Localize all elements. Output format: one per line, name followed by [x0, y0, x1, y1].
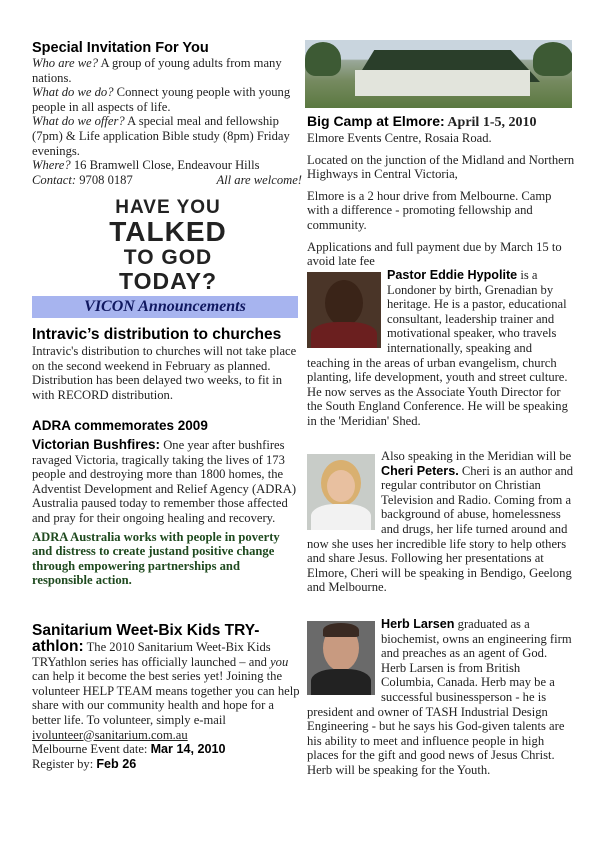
- offer-question: What do we offer?: [32, 114, 125, 129]
- adra-mission: ADRA Australia works with people in poverty and distress to create justand positive change through empowering partnerships and responsible action.: [32, 529, 280, 588]
- camp-venue: Elmore Events Centre, Rosaia Road.: [307, 131, 492, 145]
- event-date: Mar 14, 2010: [150, 742, 226, 757]
- logo-line-3: TO GOD: [123, 246, 213, 269]
- register-label: Register by:: [32, 756, 97, 771]
- herb-section: [307, 617, 575, 778]
- sanitarium-you: you: [270, 654, 289, 669]
- sanitarium-body-1: The 2010 Sanitarium Weet-Bix Kids TRYathlon series has officially launched – and: [32, 640, 271, 669]
- volunteer-email-link[interactable]: ivolunteer@sanitarium.com.au: [32, 727, 188, 742]
- intravic-title: Intravic’s distribution to churches: [32, 326, 282, 343]
- herb-name: Herb Larsen: [381, 617, 455, 631]
- logo-line-1: HAVE YOU: [115, 197, 221, 218]
- adra-title: ADRA commemorates 2009: [32, 418, 208, 433]
- cheri-intro: Also speaking in the Meridian will be: [381, 449, 572, 463]
- welcome-text: All are welcome!: [216, 172, 302, 187]
- adra-section: [32, 418, 300, 588]
- what-question: What do we do?: [32, 85, 114, 100]
- camp-applications: Applications and full payment due by March 15 to avoid late fee: [307, 239, 562, 269]
- what-answer: Connect young people with young people in all aspects of life.: [32, 85, 291, 114]
- herb-photo: [307, 621, 375, 695]
- sanitarium-section: [32, 621, 300, 771]
- camp-tent-photo: [305, 40, 572, 108]
- intravic-section: [32, 325, 300, 402]
- camp-dates: April 1-5, 2010: [444, 115, 537, 130]
- intravic-body: Intravic's distribution to churches will not take place on the second weekend in February as planned. Distribution has been delayed two weeks, to fit in with RECORD distribution.: [32, 344, 297, 402]
- adra-title-2: Victorian Bushfires:: [32, 437, 161, 452]
- where-question: Where?: [32, 158, 71, 173]
- contact-label: Contact:: [32, 172, 77, 187]
- adra-body: One year after bushfires ravaged Victoria, tragically taking the lives of 173 people and destroying more than 1800 homes, the Adventist Development and Relief Agency (ADRA) Australia paused today to remember those affected and pray for their ongoing healing and recovery.: [32, 438, 297, 525]
- sanitarium-title-2: athlon:: [32, 638, 84, 655]
- sanitarium-body-2: can help it become the best series yet! Joining the volunteer HELP TEAM means together you can help share with our community health and hope for a better life. To volunteer, simply e-mail: [32, 669, 300, 727]
- talked-to-god-logo: [98, 198, 238, 293]
- cheri-photo: [307, 454, 375, 530]
- logo-line-4: TODAY?: [118, 268, 218, 294]
- camp-drive: Elmore is a 2 hour drive from Melbourne. Camp with a difference - promoting fellowship and community.: [307, 188, 552, 232]
- eddie-name: Pastor Eddie Hypolite: [387, 268, 518, 282]
- camp-location: Located on the junction of the Midland and Northern Highways in Central Victoria,: [307, 152, 575, 182]
- who-question: Who are we?: [32, 56, 98, 70]
- contact-phone: 9708 0187: [76, 172, 133, 187]
- sanitarium-title: Sanitarium Weet-Bix Kids TRY-: [32, 622, 260, 639]
- eddie-section: [307, 268, 575, 429]
- invite-body: [32, 56, 302, 187]
- herb-bio: graduated as a biochemist, owns an engineering firm and preaches as an agent of God. Herb Larsen is from British Columbia, Canada. Herb may be a successful businessperson - he is president and owner of TASH Industrial Design Engineering - but he says his God-given talents are his ability to meet and influence people in high places for the gift and good news of Jesus Christ. Herb will be speaking for the Youth.: [307, 617, 572, 777]
- vicon-banner: VICON Announcements: [32, 296, 298, 318]
- eddie-bio: is a Londoner by birth, Grenadian by heritage. He is a pastor, educational consultant, leadership trainer and motivational speaker, who travels internationally, speaking and teaching in the areas of urban evangelism, church planting, life development, youth and street culture. He now serves as the Associate Youth Director for the South England Conference. He will be speaking in the 'Meridian' Shed.: [307, 268, 568, 428]
- camp-title: Big Camp at Elmore:: [307, 113, 445, 129]
- where-answer: 16 Bramwell Close, Endeavour Hills: [70, 158, 260, 173]
- event-label: Melbourne Event date:: [32, 742, 151, 757]
- camp-section: [307, 113, 575, 269]
- invite-title: Special Invitation For You: [32, 40, 209, 56]
- cheri-section: [307, 449, 575, 595]
- register-date: Feb 26: [96, 756, 137, 771]
- who-answer: A group of young adults from many nations.: [32, 56, 282, 85]
- logo-line-2: TALKED: [109, 216, 227, 247]
- cheri-name: Cheri Peters.: [381, 463, 459, 478]
- cheri-bio: Cheri is an author and regular contributor on Christian Television and Radio. Coming from a background of abuse, homelessness and drugs, her life turned around and now she uses her incredible life story to help others and share Jesus. Following her presentations at Elmore, Cheri will be speaking in Bendigo, Geelong and Melbourne.: [307, 463, 574, 595]
- eddie-photo: [307, 272, 381, 348]
- offer-answer: A special meal and fellowship (7pm) & Life application Bible study (8pm) Friday evenings.: [32, 114, 290, 158]
